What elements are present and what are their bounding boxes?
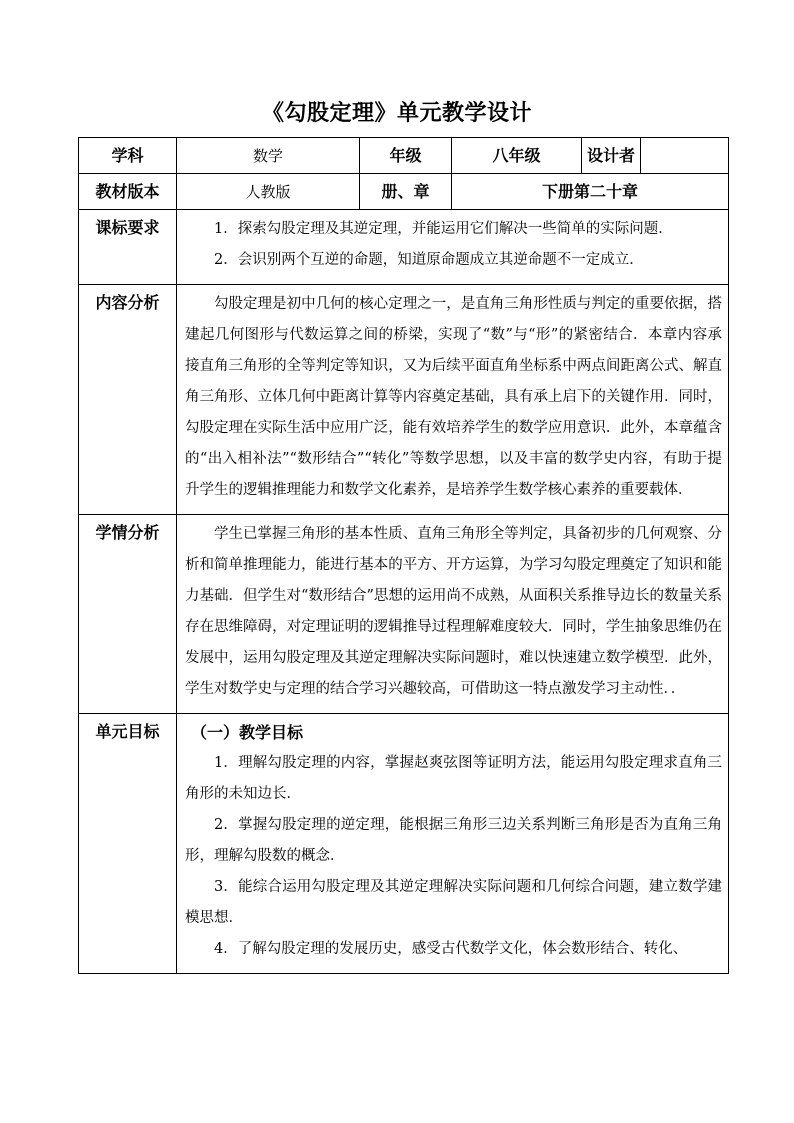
unit-goals-subheading: （一）教学目标 [191,723,304,742]
curriculum-item: 1．探索勾股定理及其逆定理，并能运用它们解决一些简单的实际问题． [214,221,673,237]
unit-goal-item: 3．能综合运用勾股定理及其逆定理解决实际问题和几何综合问题，建立数学建模思想． [185,879,722,926]
designer-label: 设计者 [586,146,635,165]
grade-label: 年级 [360,138,452,174]
volume-label: 册、章 [360,174,452,210]
designer-divider [640,138,641,173]
unit-goals-label: 单元目标 [79,714,177,974]
document-title: 《勾股定理》单元教学设计 [261,100,532,126]
unit-goals-content [177,714,729,974]
learner-analysis-label: 学情分析 [79,515,177,714]
content-analysis-label: 内容分析 [79,285,177,515]
edition-label: 教材版本 [79,174,177,210]
subject-value: 数学 [177,138,360,174]
curriculum-content [177,210,729,285]
volume-value: 下册第二十章 [452,174,729,210]
curriculum-item: 2．会识别两个互逆的命题，知道原命题成立其逆命题不一定成立． [214,252,644,268]
content-analysis-text: 勾股定理是初中几何的核心定理之一，是直角三角形性质与判定的重要依据，搭建起几何图形与代数运算之间的桥梁，实现了“数”与“形”的紧密结合．本章内容承接直角三角形的全等判定等知识，又为后续平面直角坐标系中两点间距离公式、解直角三角形、立体几何中距离计算等内容奠定基础，具有承上启下的关键作用．同时，勾股定理在实际生活中应用广泛，能有效培养学生的数学应用意识．此外，本章蕴含的“出入相补法”“数形结合”“转化”等数学思想，以及丰富的数学史内容，有助于提升学生的逻辑推理能力和数学文化素养，是培养学生数学核心素养的重要载体． [185,296,722,498]
curriculum-label: 课标要求 [79,210,177,285]
header-row-2 [79,174,729,210]
learner-analysis-row [79,515,729,714]
edition-value: 人教版 [177,174,360,210]
unit-goals-row [79,714,729,974]
designer-cell [582,138,729,174]
designer-value [640,138,728,170]
learner-analysis-text: 学生已掌握三角形的基本性质、直角三角形全等判定，具备初步的几何观察、分析和简单推理能力，能进行基本的平方、开方运算，为学习勾股定理奠定了知识和能力基础．但学生对“数形结合”思想的运用尚不成熟，从面积关系推导边长的数量关系存在思维障碍，对定理证明的逻辑推导过程理解难度较大．同时，学生抽象思维仍在发展中，运用勾股定理及其逆定理解决实际问题时，难以快速建立数学模型．此外，学生对数学史与定理的结合学习兴趣较高，可借助这一特点激发学习主动性．． [185,526,722,697]
header-row-1 [79,138,729,174]
content-analysis-content [177,285,729,515]
curriculum-row [79,210,729,285]
unit-goal-item: 4．了解勾股定理的发展历史，感受古代数学文化，体会数形结合、转化、 [214,941,688,957]
grade-value: 八年级 [452,138,582,174]
content-analysis-row [79,285,729,515]
design-table [78,137,729,974]
learner-analysis-content [177,515,729,714]
unit-goal-item: 1．理解勾股定理的内容，掌握赵爽弦图等证明方法，能运用勾股定理求直角三角形的未知边长． [185,755,722,802]
subject-label: 学科 [79,138,177,174]
unit-goal-item: 2．掌握勾股定理的逆定理，能根据三角形三边关系判断三角形是否为直角三角形，理解勾股数的概念． [185,817,722,864]
